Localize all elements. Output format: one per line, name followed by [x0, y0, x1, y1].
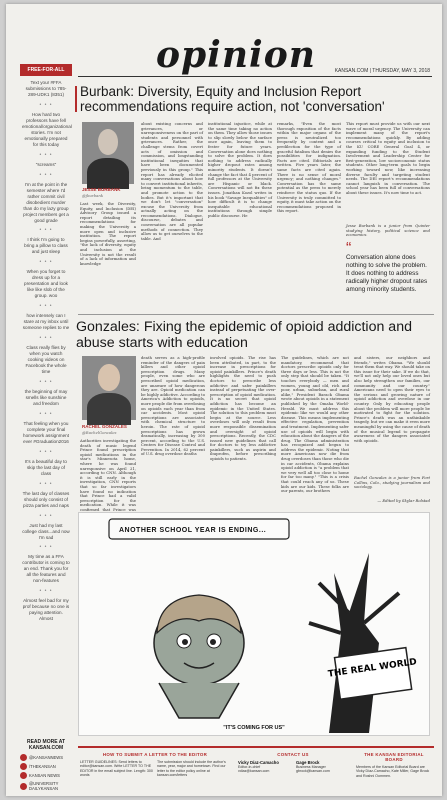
- social-instagram[interactable]: @UNIVERSITY DAILYKANSAN: [20, 780, 72, 792]
- ffa-item: My time as a FFA contributor is coming to an end. Thank you for all the features and non-features: [22, 554, 70, 584]
- separator-dots: • • •: [39, 101, 53, 108]
- article2-byline: RACHEL GONZALES: [82, 424, 127, 429]
- editorial-board-box: [356, 752, 432, 778]
- masthead-rule: [78, 76, 432, 77]
- board-members: Members of the Kansan Editorial Board are Vicky Díaz-Camacho, Kate Miller, Gage Brock and Roshni Oommen.: [356, 765, 430, 778]
- article2-signature: Rachel Gonzales is a junior from Fort Collins, Colo., studying journalism and sociology.: [354, 475, 430, 490]
- social-facebook[interactable]: /THEKANSAN: [20, 762, 72, 771]
- ffa-item: "screams": [35, 161, 57, 167]
- contact-name: Gage Brock: [296, 760, 320, 765]
- contact-box: [238, 752, 348, 774]
- page-footer: [78, 746, 434, 796]
- article2-handle: @RachelGonzales: [82, 430, 117, 435]
- ffa-item: Almost feel bad for my prof because no one is paying attention. Almost: [22, 598, 70, 622]
- contact-heading: CONTACT US: [277, 752, 309, 757]
- ffa-item: The last day of classes should only consist of pizza parties and naps: [22, 490, 70, 508]
- board-heading: THE KANSAN EDITORIAL BOARD: [364, 752, 424, 762]
- ffa-item: When you forget to dress up for a presentation and look like like slob of the group. woo: [24, 269, 68, 299]
- twitter-icon: [20, 754, 27, 761]
- article2-column-3: involved opioids. The rise has been attributed, in part, to the increase in prescriptions for opioid painkillers. Prince's death highlights the need to push doctors to prescribe less addictive and safer painkillers instead of perpetuating the over-prescription of opioid medication. It is no secret that opioid addiction has become an epidemic in the United States. The solution to this problem must begin at the source. Less overdoses will only result from more responsible dissemination and oversight of opioid prescriptions. Recently, the CDC issued new guidelines that call for doctors to try less addictive painkillers, such as aspirin and ibuprofen, before prescribing opioids to patients.: [210, 355, 276, 462]
- separator-dots: • • •: [39, 227, 53, 234]
- article1-handle: @jburbank: [82, 193, 104, 198]
- sidebar-footer: [20, 733, 72, 792]
- quote-mark-icon: “: [346, 240, 352, 257]
- article2-column-1: Authorities investigating the death of music legend Prince found prescription opioid medications in the star's Minnesota home, where he was found unresponsive on April 21, according to CNN. Although it is still early in the investigation, CNN reports that so far investigators have found no indication that Prince had a valid prescription for the medication. While it was confirmed that Prince was: [80, 438, 136, 512]
- social-snapchat[interactable]: KANSAN NEWS: [20, 771, 72, 780]
- ffa-item: That feeling when you complete your final homework assignment ever #Graduation2016: [23, 420, 69, 444]
- ffa-item: How hard two professors have fell emotional/organizational stories. I'm not emotionally prepared for this today: [22, 111, 72, 147]
- submit-letter-box: [80, 752, 230, 778]
- ffa-item: Just had my last college class...and now I'm sad: [22, 522, 70, 540]
- sidebar-header: FREE-FOR-ALL: [20, 64, 72, 76]
- separator-dots: • • •: [39, 410, 53, 417]
- article1-byline: JESSE BURBANK: [82, 187, 121, 192]
- section-title: opinion: [156, 34, 316, 76]
- ffa-item: I think I'm going to bring a pillow to class and just sleep: [24, 237, 68, 255]
- article2-headline: Gonzales: Fixing the epidemic of opioid addiction and abuse starts with education: [76, 319, 412, 351]
- cartoon-title: ANOTHER SCHOOL YEAR IS ENDING...: [119, 527, 267, 534]
- separator-dots: • • •: [39, 588, 53, 595]
- sign-text: THE REAL WORLD: [327, 657, 418, 680]
- article1-column-3: institutional injustice, while at the same time taking no action on them. They allow those issues to slip slowly below the surface once again, leaving them to fester for future years. Conversation alone does nothing to solve the problem. It does nothing to address radically higher dropout rates among minority students. It doesn't change the fact that 4 percent of full professors at the University are Hispanic or black. Conversations will not fix these issues. Jonathan Kozol writes in his book "Savage Inequalities" of how difficult it is to change inequitable educational institutions through simple public discourse. He: [208, 121, 272, 218]
- cartoon-caption: "IT'S COMING FOR US": [223, 725, 285, 731]
- submit-policy: The submission should include the author's name, year, major and hometown. Find our letter to the editor policy online at kansan.com/letters: [157, 760, 226, 778]
- article1-pullquote: “ Conversation alone does nothing to solve the problem. It does nothing to address radically higher dropout rates among minority students.: [346, 244, 430, 294]
- separator-dots: • • •: [39, 259, 53, 266]
- free-for-all-sidebar: [20, 64, 72, 792]
- ffa-item: It's a beautiful day to skip the last day of class: [25, 458, 67, 476]
- separator-dots: • • •: [39, 378, 53, 385]
- contact-email[interactable]: vdiaz@kansan.com: [238, 769, 270, 774]
- ffa-item: Text your #FFA submissions to 785-289-UDK1 (8351): [25, 80, 67, 97]
- article1-column-4: remarks, "Even the most thorough exposition of the facts within the major organs of the press is neutralized too frequently by context and a predilection for the type of graceful fatalism that denies the possibilities for indignation. Facts are cited. Editorials are written. Five years later, the same facts are cited again. There is no sense of moral urgency; and nothing changes." Conversation has the same potential as the press to merely reinforce the status quo. If the University is truly committed to equity, it must take action on the recommendations proposed in this report.: [277, 121, 341, 214]
- submit-heading: HOW TO SUBMIT A LETTER TO THE EDITOR: [102, 752, 208, 757]
- contact-role: Business Manager: [296, 765, 326, 769]
- ffa-item: how intensely can I stare at my inbox until someone replies to me: [22, 313, 70, 331]
- ffa-item: the beginning of may smells like sunshine and freedom: [24, 388, 68, 406]
- facebook-icon: [20, 763, 27, 770]
- separator-dots: • • •: [39, 303, 53, 310]
- article2-column-2: death serves as a high-profile reminder of the dangers of pain killers and other opioid prescription drugs. Many people, even some who are prescribed opioid medication, are unaware of how dangerous they are. Opioid medication can be highly addictive. According to America's Addiction to opioids, more people die from overdosing on opioids each year than from car accidents. Most opioid prescriptions are associated with chemical structure to heroin. The rate of opioid prescriptions has grown dramatically, increasing by 300 percent, according to the U.S. Centers for Disease Control and Prevention. In 2014, 62 percent of U.S. drug overdose deaths: [141, 355, 205, 457]
- separator-dots: • • •: [39, 448, 53, 455]
- cartoon-illustration: [79, 513, 431, 737]
- article2-column-4: The guidelines, which are not mandatory, recommend that doctors prescribe opioids only for three days or less. This is not the only step that should be taken. "It touches everybody — men and women, young and old, rich and poor, urban, suburban, and rural alike," President Barack Obama wrote about opioids in a statement published by the Omaha World-Herald. We must address this epidemic like we would any other disease. This means implementing effective regulation, prevention and treatment. Implementing safer use of opioids will begin with education about the dangers of the drug. The Obama administration has recognized and begun to address the epidemic. Noting that more Americans now die from drug overdoses than those who die in car accidents, Obama explains opioid addiction is "a problem that we very well all too close to home for far too many." "This is a crisis that could reach any of us. These kids are our kids. These folks are our parents, our brothers: [281, 355, 349, 494]
- author-photo-burbank: [82, 122, 134, 184]
- social-twitter[interactable]: @KANSANNEWS: [20, 753, 72, 762]
- issue-info: KANSAN.COM | THURSDAY, MAY 3, 2018: [334, 68, 430, 74]
- article2-editor: — Edited by Skylar Rolstad: [377, 498, 430, 503]
- newspaper-page: [6, 4, 442, 796]
- read-more-link[interactable]: READ MORE AT KANSAN.COM: [26, 739, 66, 751]
- separator-dots: • • •: [39, 512, 53, 519]
- article2-column-5: and sisters, our neighbors and friends," writes Obama. "We should treat them that way. We should take on this issue for their sake. If we do that, we'll not only help our loved ones but also help strengthen our families, our community and our country." Americans need to open their eyes to the serious and growing nature of opioid addiction and overdose in our country. Only by educating people about the problem will more people be motivated to fight for the solution. Prince's death was an unthinkable tragedy, but we can make it even more meaningful by using the cause of death of the musical legend to propagate awareness of the dangers associated with opioids.: [354, 355, 430, 443]
- separator-dots: • • •: [39, 171, 53, 178]
- article1-column-1: Last week, the Diversity, Equity, and Inclusion (DEI) Advisory Group issued a report detailing its recommendations for making the University a more open and inclusive institution. The report begins powerfully, asserting, "the lack of diversity, equity and inclusion at the University is not the result of a lack of information and knowledge: [80, 201, 136, 266]
- article1-column-2: about existing concerns and grievances, or unresponsiveness on the part of students and personnel with grievances. Rather, the challenge stems from covert acts of omission and commission, and longstanding institutional inequities that have been documented previously in this group." This report has already elicited many conversations about how to convert institutional inherits, bring momentum to the table, and promote action to the bodies. But it's important that we don't let "conversation" excuse the University from actually acting on the recommendations. Dialogue, discourse, debates and conversation are all popular methods of connection. They allow us to get ourselves to the table. And: [141, 121, 203, 241]
- separator-dots: • • •: [39, 335, 53, 342]
- article1-signature: Jesse Burbank is a junior from Quinter studying history, political science and economics.: [346, 223, 430, 238]
- author-photo-gonzales: [82, 356, 136, 420]
- main-content: [78, 82, 434, 796]
- article1-headline: Burbank: Diversity, Equity and Inclusion Report recommendations require action, not 'conversation': [80, 84, 385, 114]
- cartoon-character: [154, 595, 244, 718]
- contact-email[interactable]: gbrock@kansan.com: [296, 769, 330, 774]
- caption-box: [109, 519, 289, 539]
- instagram-icon: [20, 783, 27, 790]
- editorial-cartoon: [78, 512, 430, 736]
- article1-column-5: This report must provide us with our next wave of moral urgency. The University can implement many of the report's recommendations quickly. By adding courses critical to equity and inclusion to the KU CORE General Goal 4, or expanding funding to the Student Involvement and Leadership Center for first-generation, low socioeconomic status students. Other long-term goals to begin working toward now, like increasing diverse faculty and targeting student needs. The DEI report's recommendations cannot languish in conversation. The school year has been full of conversations about these issues. It's now time to act.: [346, 121, 430, 195]
- article-divider: [78, 314, 434, 315]
- submit-guidelines: LETTER GUIDELINES: Send letters to editor@kansan.com. Write LETTER TO THE EDITOR in the email subject line. Length: 300 words: [80, 760, 153, 778]
- tree-trunk: [329, 553, 379, 733]
- separator-dots: • • •: [39, 151, 53, 158]
- separator-dots: • • •: [39, 544, 53, 551]
- ffa-item: Class really flies by when you watch cooking videos on Facebook the whole time: [25, 345, 67, 374]
- contact-name: Vicky Díaz-Camacho: [238, 760, 279, 765]
- snapchat-icon: [20, 772, 27, 779]
- headline-accent-bar: [75, 86, 77, 112]
- ffa-item: I'm at the point in the semester where I'd rather commit civil disobedient murder than do my lazy group project members get a good grade: [23, 181, 69, 223]
- separator-dots: • • •: [39, 480, 53, 487]
- contact-role: Editor-in-chief: [238, 765, 261, 769]
